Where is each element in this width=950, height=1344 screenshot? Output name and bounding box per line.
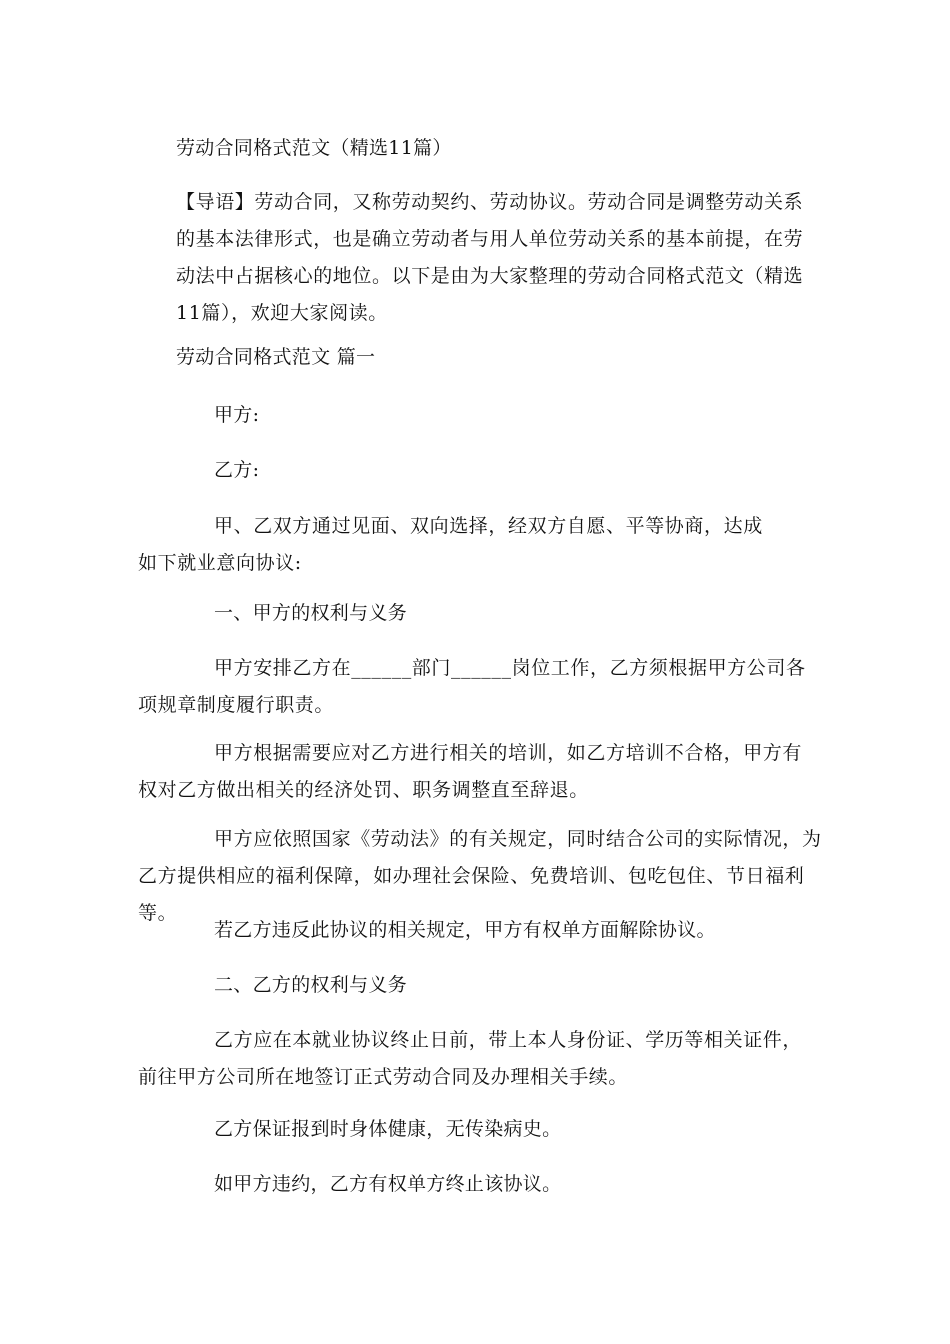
party-b-label: 乙方: [214,459,260,481]
party-a-label: 甲方: [214,404,260,426]
document-title: 劳动合同格式范文（精选11篇） [176,137,452,159]
clause2-paragraph-2: 乙方保证报到时身体健康，无传染病史。 [214,1118,562,1140]
intro-paragraph: 【导语】劳动合同，又称劳动契约、劳动协议。劳动合同是调整劳动关系的基本法律形式，也是确立劳动者与用人单位劳动关系的基本前提，在劳动法中占据核心的地位。以下是由为大家整理的劳动合同格式范文（精选11篇），欢迎大家阅读。 [176,191,804,324]
clause2-paragraph-1: 乙方应在本就业协议终止日前，带上本人身份证、学历等相关证件，前往甲方公司所在地签订正式劳动合同及办理相关手续。 [138,1029,803,1088]
clause1-paragraph-2: 甲方根据需要应对乙方进行相关的培训，如乙方培训不合格，甲方有权对乙方做出相关的经济处罚、职务调整直至辞退。 [138,742,803,801]
agreement-intro-paragraph: 甲、乙双方通过见面、双向选择，经双方自愿、平等协商，达成如下就业意向协议: [138,515,763,574]
clause2-heading: 二、乙方的权利与义务 [214,974,408,996]
clause1-heading: 一、甲方的权利与义务 [214,602,408,624]
clause1-paragraph-4: 若乙方违反此协议的相关规定，甲方有权单方面解除协议。 [214,919,716,941]
clause2-paragraph-3: 如甲方违约，乙方有权单方终止该协议。 [214,1173,562,1195]
clause1-paragraph-3: 甲方应依照国家《劳动法》的有关规定，同时结合公司的实际情况，为乙方提供相应的福利保障，如办理社会保险、免费培训、包吃包住、节日福利等。 [138,828,822,924]
clause1-paragraph-1: 甲方安排乙方在______部门______岗位工作，乙方须根据甲方公司各项规章制度履行职责。 [138,657,806,716]
section-heading: 劳动合同格式范文 篇一 [176,346,376,368]
